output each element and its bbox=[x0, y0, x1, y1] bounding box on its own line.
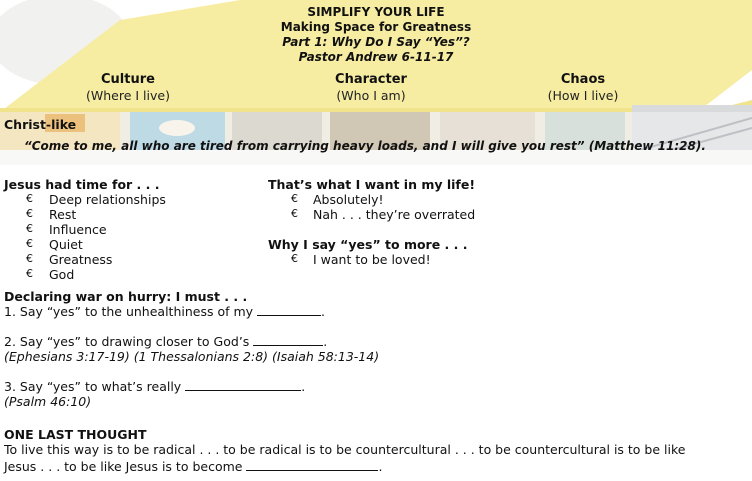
chaos-title: Chaos bbox=[560, 72, 606, 87]
bullet-icon: € bbox=[26, 237, 33, 250]
fill-in-blank[interactable] bbox=[257, 304, 321, 316]
list-item: God bbox=[49, 267, 75, 282]
war-item-1-text: 1. Say “yes” to the unhealthiness of my bbox=[4, 304, 254, 319]
war-item-3-reference: (Psalm 46:10) bbox=[4, 394, 92, 409]
period: . bbox=[321, 304, 326, 319]
bullet-icon: € bbox=[26, 222, 33, 235]
why-say-yes-heading: Why I say “yes” to more . . . bbox=[268, 237, 468, 252]
last-thought-heading: ONE LAST THOUGHT bbox=[4, 427, 147, 442]
declaring-war-heading: Declaring war on hurry: I must . . . bbox=[4, 289, 248, 304]
war-item-2-text: 2. Say “yes” to drawing closer to God’s bbox=[4, 334, 250, 349]
last-thought-line-2 bbox=[4, 459, 382, 474]
doc-subtitle: Making Space for Greatness bbox=[280, 20, 472, 34]
war-item-3-text: 3. Say “yes” to what’s really bbox=[4, 379, 182, 394]
bullet-icon: € bbox=[291, 207, 298, 220]
war-item-2-references: (Ephesians 3:17-19) (1 Thessalonians 2:8) (Isaiah 58:13-14) bbox=[4, 349, 380, 364]
bullet-icon: € bbox=[26, 192, 33, 205]
war-item-3 bbox=[4, 379, 305, 394]
culture-title: Culture bbox=[101, 72, 155, 87]
war-item-2 bbox=[4, 334, 327, 349]
character-sub: (Who I am) bbox=[336, 88, 406, 103]
bullet-icon: € bbox=[26, 207, 33, 220]
culture-sub: (Where I live) bbox=[86, 88, 170, 103]
last-thought-line-1: To live this way is to be radical . . . to be radical is to be countercultural . . . to be countercultural is to be like bbox=[4, 442, 686, 457]
fill-in-blank[interactable] bbox=[185, 379, 301, 391]
bullet-icon: € bbox=[291, 252, 298, 265]
list-item: Rest bbox=[49, 207, 77, 222]
chaos-sub: (How I live) bbox=[547, 88, 619, 103]
jesus-had-time-heading: Jesus had time for . . . bbox=[4, 177, 160, 192]
list-item: Absolutely! bbox=[313, 192, 384, 207]
bullet-icon: € bbox=[26, 252, 33, 265]
list-item: Influence bbox=[49, 222, 107, 237]
list-item: Quiet bbox=[49, 237, 83, 252]
fill-in-blank[interactable] bbox=[246, 459, 378, 471]
doc-part: Part 1: Why Do I Say “Yes”? bbox=[282, 35, 470, 49]
last-thought-line-2-text: Jesus . . . to be like Jesus is to become bbox=[4, 459, 243, 474]
period: . bbox=[378, 459, 383, 474]
character-title: Character bbox=[335, 72, 407, 87]
period: . bbox=[301, 379, 306, 394]
list-item: Nah . . . they’re overrated bbox=[313, 207, 476, 222]
list-item: Deep relationships bbox=[49, 192, 166, 207]
want-heading: That’s what I want in my life! bbox=[268, 177, 476, 192]
list-item: I want to be loved! bbox=[313, 252, 431, 267]
bullet-icon: € bbox=[291, 192, 298, 205]
war-item-1 bbox=[4, 304, 325, 319]
christlike-label: Christ-like bbox=[4, 117, 77, 132]
period: . bbox=[323, 334, 328, 349]
fill-in-blank[interactable] bbox=[253, 334, 323, 346]
scripture-quote: “Come to me, all who are tired from carrying heavy loads, and I will give you rest” (Matthew 11:28). bbox=[24, 139, 706, 153]
bullet-icon: € bbox=[26, 267, 33, 280]
list-item: Greatness bbox=[49, 252, 113, 267]
doc-pastor-date: Pastor Andrew 6-11-17 bbox=[298, 50, 454, 64]
doc-title: SIMPLIFY YOUR LIFE bbox=[307, 5, 445, 19]
